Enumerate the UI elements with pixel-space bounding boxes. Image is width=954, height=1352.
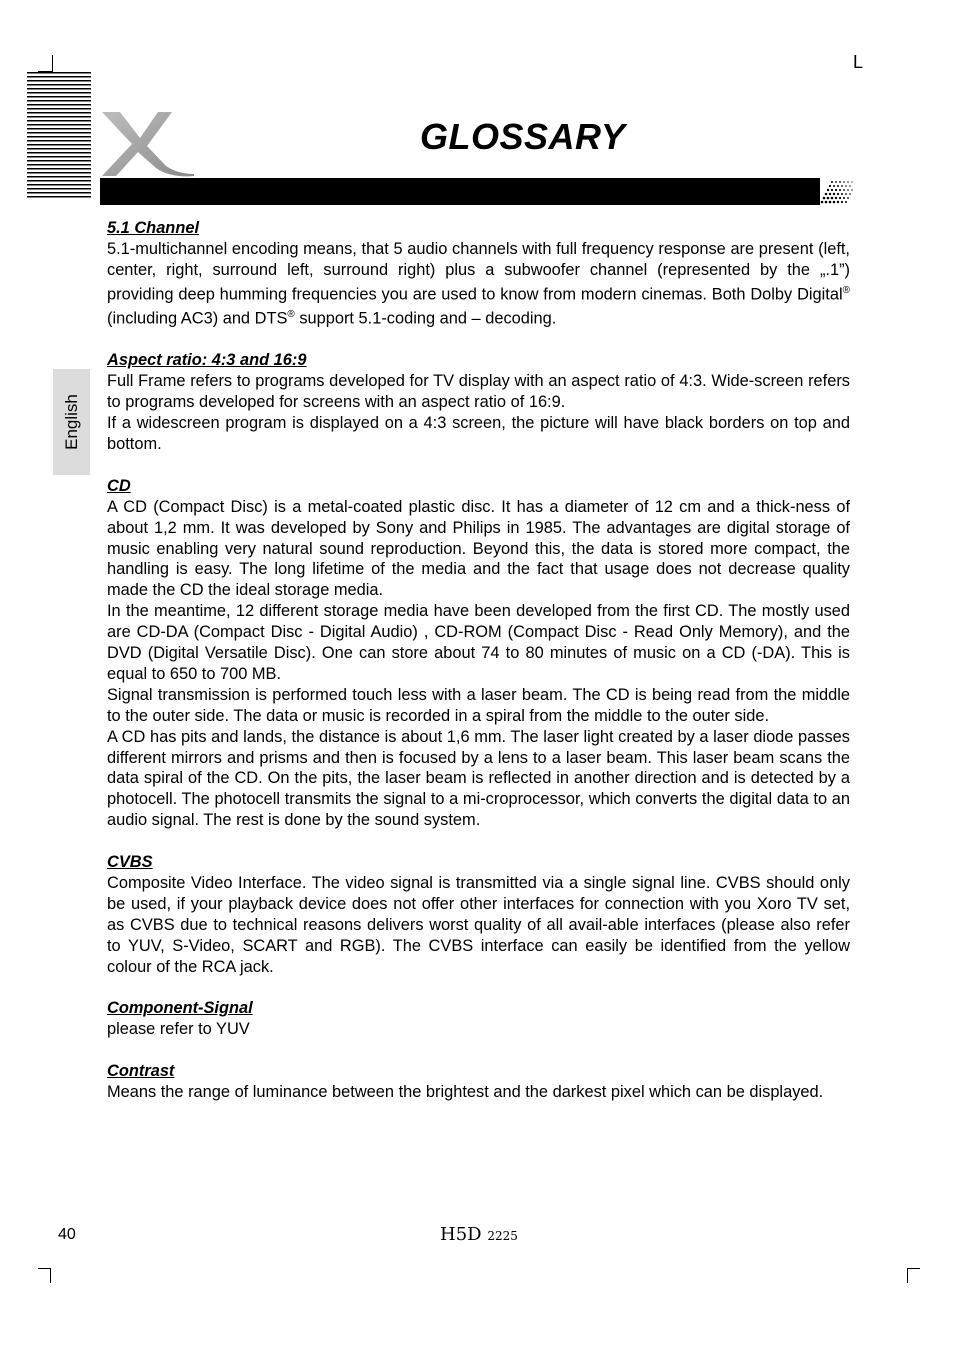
page-title: GLOSSARY — [420, 116, 626, 157]
registered-mark: ® — [287, 309, 295, 321]
registered-mark: ® — [842, 284, 850, 296]
model-name — [440, 1224, 518, 1245]
model-main: H5D — [440, 1224, 482, 1245]
language-tab-label: English — [61, 394, 81, 450]
section-heading: CD — [107, 476, 131, 495]
section-component-signal — [107, 998, 850, 1040]
section-paragraph: Composite Video Interface. The video signal is transmitted via a single signal line. CVBS should only be used, if your playback device does not offer other interfaces for connection with you Xoro TV set, as CVBS due to technical reasons delivers worst quality of all avail-able interfaces (please also refer to YUV, S-Video, SCART and RGB). The CVBS interface can easily be identified from the yellow colour of the RCA jack. — [107, 873, 850, 976]
title-bar — [100, 178, 820, 205]
crop-mark-top-left — [38, 55, 53, 72]
section-paragraph: If a widescreen program is displayed on a 4:3 screen, the picture will have black borders on top and bottom. — [107, 414, 850, 453]
section-paragraph: In the meantime, 12 different storage media have been developed from the first CD. The mostly used are CD-DA (Compact Disc - Digital Audio) , CD-ROM (Compact Disc - Read Only Memory), and the DVD (Digital Versatile Disc). One can store about 74 to 80 minutes of music on a CD (-DA). This is equal to 650 to 700 MB. — [107, 602, 850, 683]
section-paragraph: 5.1-multichannel encoding means, that 5 audio channels with full frequency response are present (left, center, right, surround left, surround right) plus a subwoofer channel (represented by the „.1”) providing deep humming frequencies you are used to know from modern cinemas. Both Dolby Digital® (including AC3) and DTS® support 5.1-coding and – decoding. — [107, 239, 850, 328]
section-heading: Component-Signal — [107, 999, 253, 1018]
section-cd — [107, 476, 850, 831]
section-cvbs — [107, 852, 850, 977]
decorative-stripes — [27, 72, 91, 200]
crop-mark-top-right: L — [853, 52, 864, 72]
section-paragraph: A CD (Compact Disc) is a metal-coated plastic disc. It has a diameter of 12 cm and a thick-ness of about 1,2 mm. It was developed by Sony and Philips in 1985. The advantages are digital storage of music enabling very natural sound reproduction. Beyond this, the data is stored more compact, the handling is easy. The long lifetime of the media and the fact that usage does not decrease quality made the CD the ideal storage media. — [107, 497, 850, 600]
section-paragraph: Full Frame refers to programs developed for TV display with an aspect ratio of 4:3. Wide-screen refers to programs developed for screens with an aspect ratio of 16:9. — [107, 372, 850, 412]
glossary-content — [107, 218, 850, 1124]
section-paragraph: Means the range of luminance between the brightest and the darkest pixel which can be displayed. — [107, 1083, 824, 1102]
dot-pattern — [818, 178, 856, 205]
page-number: 40 — [58, 1226, 76, 1243]
xoro-x-logo-icon — [98, 108, 198, 178]
section-5-1-channel — [107, 218, 850, 329]
section-paragraph: A CD has pits and lands, the distance is about 1,6 mm. The laser light created by a laser diode passes different mirrors and prisms and then is focused by a lens to a laser beam. This laser beam scans the data spiral of the CD. On the pits, the laser beam is reflected in another direction and is detected by a photocell. The photocell transmits the signal to a mi-croprocessor, which converts the digital data to an audio signal. The rest is done by the sound system. — [107, 727, 850, 830]
section-heading: Aspect ratio: 4:3 and 16:9 — [107, 351, 307, 370]
model-number: 2225 — [487, 1229, 518, 1243]
section-paragraph: please refer to YUV — [107, 1020, 250, 1039]
section-heading: Contrast — [107, 1062, 175, 1081]
section-contrast — [107, 1061, 850, 1103]
section-aspect-ratio — [107, 350, 850, 455]
crop-mark-bottom-right — [907, 1268, 920, 1283]
section-heading: 5.1 Channel — [107, 219, 199, 237]
section-heading: CVBS — [107, 853, 153, 872]
language-tab — [53, 369, 90, 475]
crop-mark-bottom-left — [38, 1268, 51, 1283]
section-paragraph: Signal transmission is performed touch less with a laser beam. The CD is being read from the middle to the outer side. The data or music is recorded in a spiral from the middle to the outer side. — [107, 685, 850, 725]
